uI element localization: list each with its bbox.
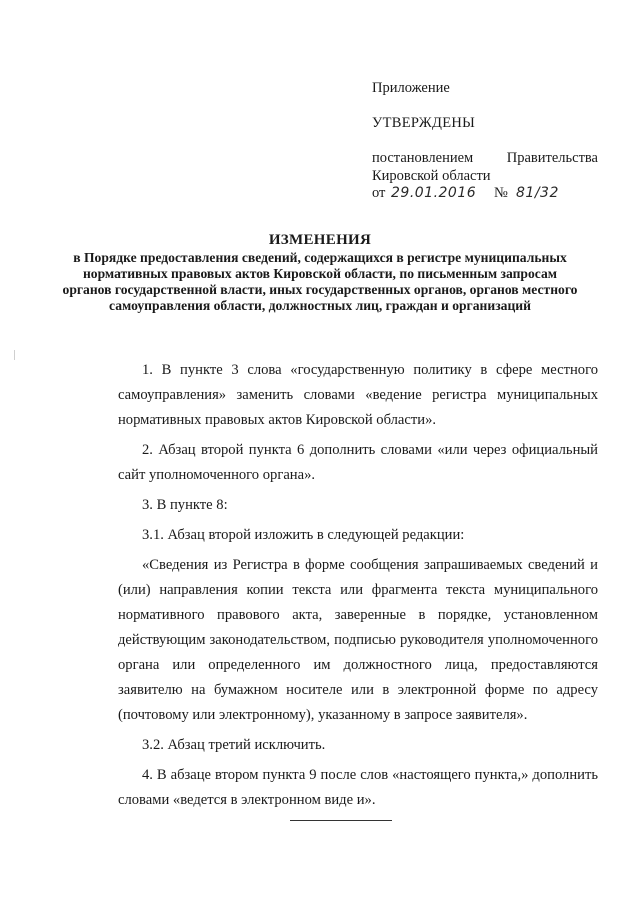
scan-artifact [14, 350, 15, 360]
paragraph-2: 2. Абзац второй пункта 6 дополнить словами «или через официальный сайт уполномоченного органа». [118, 442, 598, 483]
document-heading [60, 230, 580, 314]
government-word: Правительства [506, 150, 598, 166]
resolution-line [372, 150, 598, 167]
date-prefix: от [372, 185, 386, 201]
heading-title: ИЗМЕНЕНИЯ [268, 232, 372, 248]
region-line: Кировской области [372, 168, 491, 184]
number-prefix: № [494, 185, 508, 201]
handwritten-date: 29.01.2016 [391, 185, 477, 201]
paragraph-3-1: 3.1. Абзац второй изложить в следующей редакции: [142, 527, 465, 543]
closing-rule [290, 820, 392, 821]
paragraph-3-2: 3.2. Абзац третий исключить. [142, 737, 326, 753]
appendix-label: Приложение [372, 80, 450, 96]
document-body [118, 358, 598, 813]
paragraph-3: 3. В пункте 8: [142, 497, 228, 513]
approved-label: УТВЕРЖДЕНЫ [372, 115, 476, 131]
paragraph-quoted-text: «Сведения из Регистра в форме сообщения запрашиваемых сведений и (или) направления копии текста или фрагмента текста муниципального нормативного правового акта, заверенные в порядке, установленном действующим законодательством, подписью руководителя уполномоченного органа или определенного им должностного лица, предоставляются заявителю на бумажном носителе или в электронной форме по адресу (почтовому или электронному), указанному в запросе заявителя». [118, 557, 598, 723]
heading-subtitle: в Порядке предоставления сведений, содержащихся в регистре муниципальных нормативных правовых актов Кировской области, по письменным запросам органов государственной власти, иных государственных органов, органов местного самоуправления области, должностных лиц, граждан и организаций [62, 250, 578, 313]
handwritten-number: 81/32 [516, 185, 559, 201]
paragraph-4: 4. В абзаце втором пункта 9 после слов «настоящего пункта,» дополнить словами «ведется в электронном виде и». [118, 767, 598, 808]
resolution-word: постановлением [372, 150, 474, 166]
paragraph-1: 1. В пункте 3 слова «государственную политику в сфере местного самоуправления» заменить словами «ведение регистра муниципальных нормативных правовых актов Кировской области». [118, 362, 598, 428]
